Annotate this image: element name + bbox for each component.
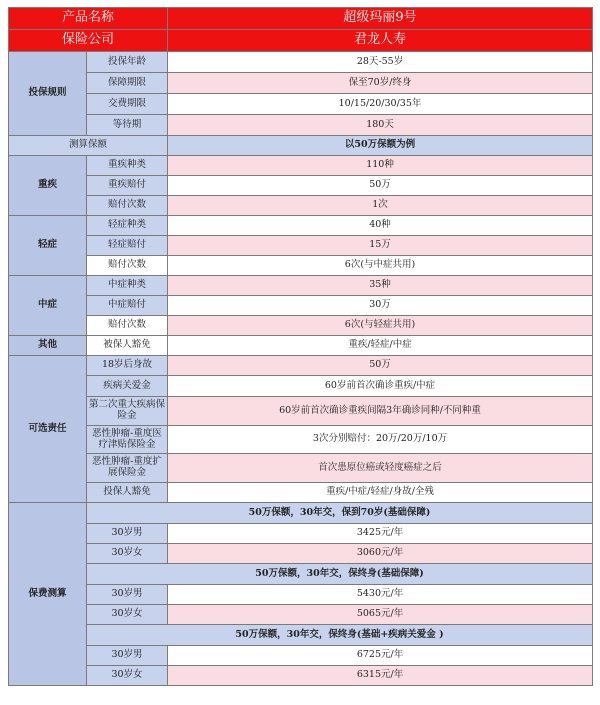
other-group-label: 其他	[9, 336, 87, 356]
rules-group-label: 投保规则	[9, 52, 87, 136]
row-value: 10/15/20/30/35年	[168, 94, 593, 115]
row-value: 3425元/年	[168, 524, 593, 544]
table-row	[9, 544, 593, 564]
row-value: 28天-55岁	[168, 52, 593, 73]
row-value: 1次	[168, 196, 593, 216]
row-value: 35种	[168, 276, 593, 296]
row-label: 被保人豁免	[87, 336, 168, 356]
table-row	[9, 376, 593, 397]
row-value: 40种	[168, 216, 593, 236]
row-label: 交费期限	[87, 94, 168, 115]
company-label: 保险公司	[9, 30, 168, 52]
premium-plan-title-row	[9, 564, 593, 585]
row-label: 投保年龄	[87, 52, 168, 73]
row-value: 60岁前首次确诊重疾间隔3年确诊同种/不同种重	[168, 397, 593, 426]
table-row	[9, 73, 593, 94]
row-label: 第二次重大疾病保险金	[87, 397, 168, 426]
table-row	[9, 426, 593, 454]
table-row	[9, 52, 593, 73]
row-label: 赔付次数	[87, 316, 168, 336]
table-row	[9, 216, 593, 236]
row-label: 30岁女	[87, 666, 168, 686]
table-row	[9, 666, 593, 686]
premium-plan-title: 50万保额，30年交，保到70岁(基础保障)	[87, 503, 593, 524]
row-label: 赔付次数	[87, 196, 168, 216]
basis-row	[9, 136, 593, 156]
row-value: 3060元/年	[168, 544, 593, 564]
row-value: 30万	[168, 296, 593, 316]
row-label: 30岁女	[87, 544, 168, 564]
table-row	[9, 296, 593, 316]
table-row	[9, 454, 593, 483]
row-label: 30岁男	[87, 524, 168, 544]
row-label: 重疾种类	[87, 156, 168, 176]
row-value: 首次患原位癌或轻度癌症之后	[168, 454, 593, 483]
table-row	[9, 646, 593, 666]
row-label: 恶性肿瘤-重度医疗津贴保险金	[87, 426, 168, 454]
company-row	[9, 30, 593, 52]
optional-group-label: 可选责任	[9, 356, 87, 503]
premium-plan-title-row	[9, 503, 593, 524]
row-value: 3次分别赔付：20万/20万/10万	[168, 426, 593, 454]
row-value: 180天	[168, 115, 593, 136]
table-row	[9, 524, 593, 544]
row-label: 30岁女	[87, 605, 168, 625]
row-value: 50万	[168, 176, 593, 196]
row-value: 5065元/年	[168, 605, 593, 625]
table-row	[9, 397, 593, 426]
premium-group-label: 保费测算	[9, 503, 87, 686]
row-label: 疾病关爱金	[87, 376, 168, 397]
table-row	[9, 316, 593, 336]
basis-label: 测算保额	[9, 136, 168, 156]
table-row	[9, 336, 593, 356]
row-value: 15万	[168, 236, 593, 256]
row-value: 重疾/中症/轻症/身故/全残	[168, 483, 593, 503]
row-value: 6次(与轻症共用)	[168, 316, 593, 336]
row-value: 110种	[168, 156, 593, 176]
company-value: 君龙人寿	[168, 30, 593, 52]
row-value: 60岁前首次确诊重疾/中症	[168, 376, 593, 397]
row-value: 5430元/年	[168, 585, 593, 605]
table-row	[9, 176, 593, 196]
mild-group-label: 轻症	[9, 216, 87, 276]
product-name-label: 产品名称	[9, 8, 168, 30]
row-value: 保至70岁/终身	[168, 73, 593, 94]
row-value: 重疾/轻症/中症	[168, 336, 593, 356]
row-label: 30岁男	[87, 646, 168, 666]
row-value: 6次(与中症共用)	[168, 256, 593, 276]
row-label: 轻症赔付	[87, 236, 168, 256]
row-label: 中症种类	[87, 276, 168, 296]
product-name-value: 超级玛丽9号	[168, 8, 593, 30]
table-row	[9, 236, 593, 256]
row-value: 50万	[168, 356, 593, 376]
premium-plan-title: 50万保额，30年交，保终身(基础+疾病关爱金 )	[87, 625, 593, 646]
row-label: 重疾赔付	[87, 176, 168, 196]
row-value-highlight: 6315元/年	[168, 666, 593, 686]
table-row	[9, 256, 593, 276]
product-row	[9, 8, 593, 30]
critical-group-label: 重疾	[9, 156, 87, 216]
moderate-group-label: 中症	[9, 276, 87, 336]
row-label: 恶性肿瘤-重度扩展保险金	[87, 454, 168, 483]
table-row	[9, 196, 593, 216]
basis-value: 以50万保额为例	[168, 136, 593, 156]
row-label: 30岁男	[87, 585, 168, 605]
table-row	[9, 276, 593, 296]
premium-plan-title-row	[9, 625, 593, 646]
row-label: 18岁后身故	[87, 356, 168, 376]
row-label: 保障期限	[87, 73, 168, 94]
table-row	[9, 605, 593, 625]
table-row	[9, 585, 593, 605]
row-label: 中症赔付	[87, 296, 168, 316]
table-row	[9, 115, 593, 136]
row-label: 投保人豁免	[87, 483, 168, 503]
row-label: 轻症种类	[87, 216, 168, 236]
row-label: 等待期	[87, 115, 168, 136]
row-value-highlight: 6725元/年	[168, 646, 593, 666]
table-row	[9, 356, 593, 376]
premium-plan-title: 50万保额，30年交，保终身(基础保障)	[87, 564, 593, 585]
table-row	[9, 483, 593, 503]
table-row	[9, 156, 593, 176]
insurance-comparison-table	[8, 7, 593, 686]
row-label: 赔付次数	[87, 256, 168, 276]
table-row	[9, 94, 593, 115]
